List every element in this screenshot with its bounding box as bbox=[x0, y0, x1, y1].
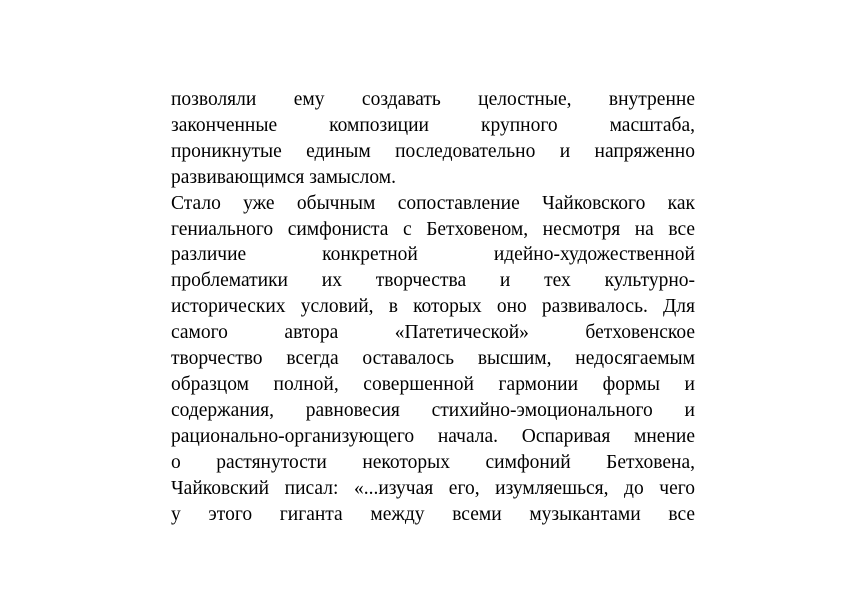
text-line: самого автора «Патетической» бетховенское bbox=[171, 322, 695, 344]
text-line: гениального симфониста с Бетховеном, несмотря на все bbox=[171, 218, 695, 240]
text-line: исторических условий, в которых оно развивалось. Для bbox=[171, 296, 695, 318]
text-line: позволяли ему создавать целостные, внутренне bbox=[171, 89, 695, 110]
text-line: рационально-организующего начала. Оспаривая мнение bbox=[171, 425, 695, 447]
text-line: Стало уже обычным сопоставление Чайковского как bbox=[171, 192, 695, 214]
text-line: образцом полной, совершенной гармонии формы и bbox=[171, 373, 695, 395]
text-line: развивающимся замыслом. bbox=[171, 166, 396, 188]
text-line: о растянутости некоторых симфоний Бетховена, bbox=[171, 451, 695, 473]
text-line: различие конкретной идейно-художественной bbox=[171, 244, 695, 266]
text-line: творчество всегда оставалось высшим, недосягаемым bbox=[171, 348, 695, 370]
text-line: законченные композиции крупного масштаба, bbox=[171, 114, 695, 136]
text-line: у этого гиганта между всеми музыкантами все bbox=[171, 503, 695, 525]
body-text bbox=[171, 87, 695, 527]
text-line: проблематики их творчества и тех культурно- bbox=[171, 270, 695, 292]
text-line: содержания, равновесия стихийно-эмоционального и bbox=[171, 399, 695, 421]
text-line: Чайковский писал: «...изучая его, изумляешься, до чего bbox=[171, 477, 695, 499]
text-line: проникнутые единым последовательно и напряженно bbox=[171, 140, 695, 162]
